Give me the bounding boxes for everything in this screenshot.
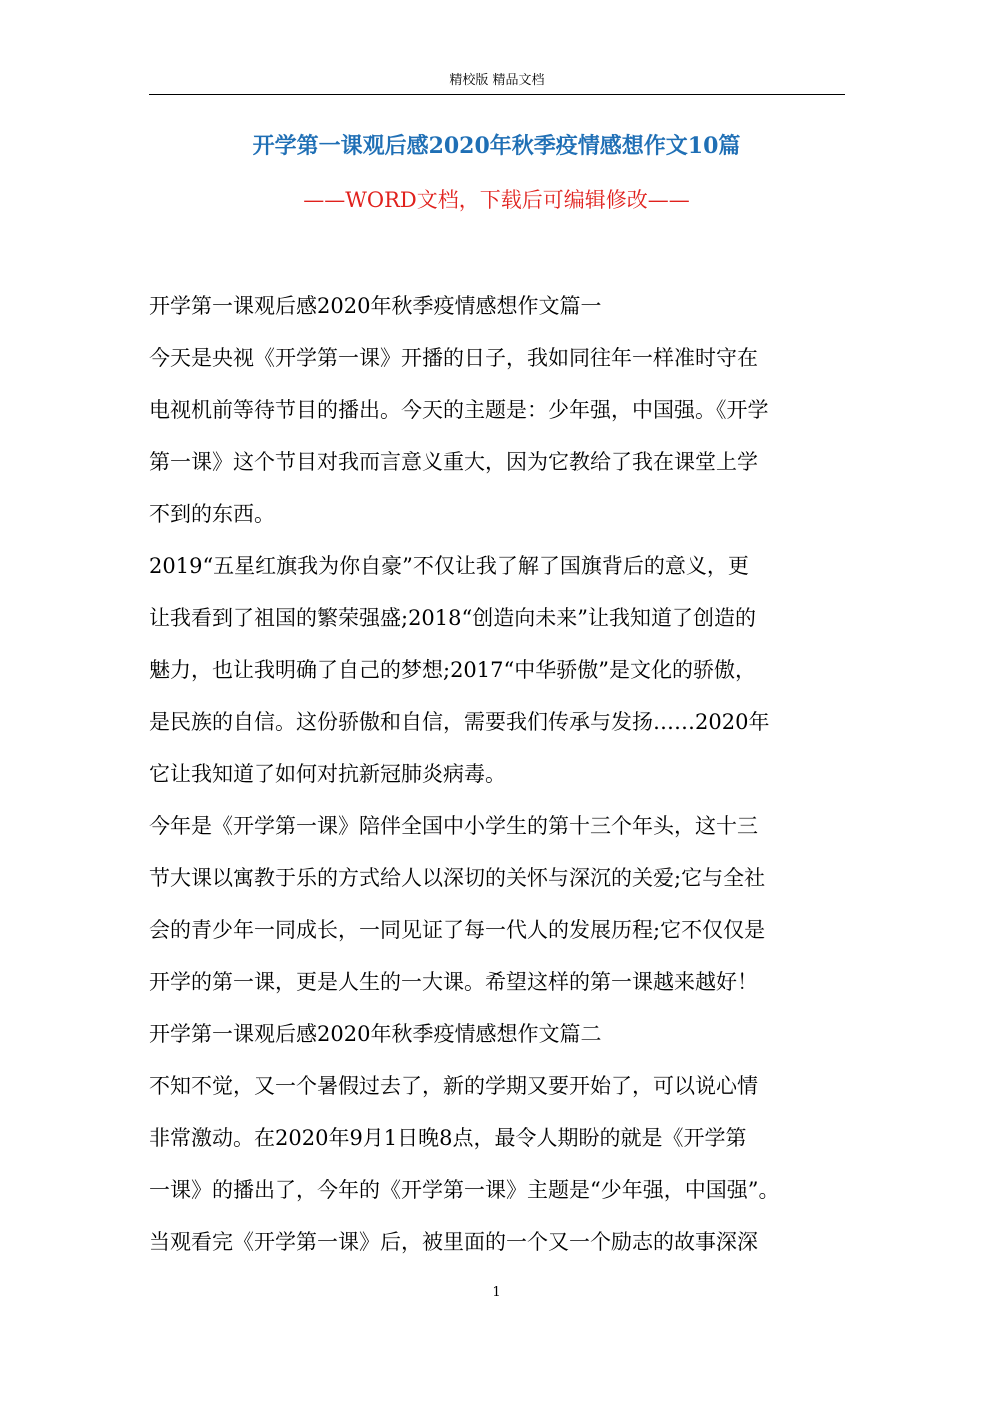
text-line: 不到的东西。	[149, 502, 275, 526]
text-line: 开学第一课观后感2020年秋季疫情感想作文篇二	[149, 1022, 602, 1046]
body-text	[149, 280, 849, 1268]
text-line: 开学的第一课，更是人生的一大课。希望这样的第一课越来越好！	[149, 970, 758, 994]
text-line: 一课》的播出了，今年的《开学第一课》主题是“少年强，中国强”。	[149, 1178, 780, 1202]
text-line: 会的青少年一同成长，一同见证了每一代人的发展历程;它不仅仅是	[149, 918, 766, 942]
text-line: 它让我知道了如何对抗新冠肺炎病毒。	[149, 762, 506, 786]
text-line: 不知不觉，又一个暑假过去了，新的学期又要开始了，可以说心情	[149, 1074, 758, 1098]
text-line: 节大课以寓教于乐的方式给人以深切的关怀与深沉的关爱;它与全社	[149, 866, 766, 890]
text-line: 第一课》这个节目对我而言意义重大，因为它教给了我在课堂上学	[149, 450, 758, 474]
text-line: 今年是《开学第一课》陪伴全国中小学生的第十三个年头，这十三	[149, 814, 758, 838]
text-line: 今天是央视《开学第一课》开播的日子，我如同往年一样准时守在	[149, 346, 758, 370]
header-text: 精校版 精品文档	[449, 73, 545, 88]
page-header	[149, 70, 845, 95]
text-line: 是民族的自信。这份骄傲和自信，需要我们传承与发扬……2020年	[149, 710, 770, 734]
text-line: 开学第一课观后感2020年秋季疫情感想作文篇一	[149, 294, 602, 318]
page-number: 1	[492, 1285, 501, 1300]
text-line: 让我看到了祖国的繁荣强盛;2018“创造向未来”让我知道了创造的	[149, 606, 756, 630]
document-title: 开学第一课观后感2020年秋季疫情感想作文10篇	[252, 133, 741, 159]
text-line: 2019“五星红旗我为你自豪”不仅让我了解了国旗背后的意义，更	[149, 554, 749, 578]
text-line: 魅力，也让我明确了自己的梦想;2017“中华骄傲”是文化的骄傲，	[149, 658, 756, 682]
text-line: 非常激动。在2020年9月1日晚8点，最令人期盼的就是《开学第	[149, 1126, 747, 1150]
document-subtitle: ——WORD文档，下载后可编辑修改——	[303, 188, 690, 212]
text-line: 电视机前等待节目的播出。今天的主题是：少年强，中国强。《开学	[149, 398, 769, 422]
text-line: 当观看完《开学第一课》后，被里面的一个又一个励志的故事深深	[149, 1230, 758, 1254]
